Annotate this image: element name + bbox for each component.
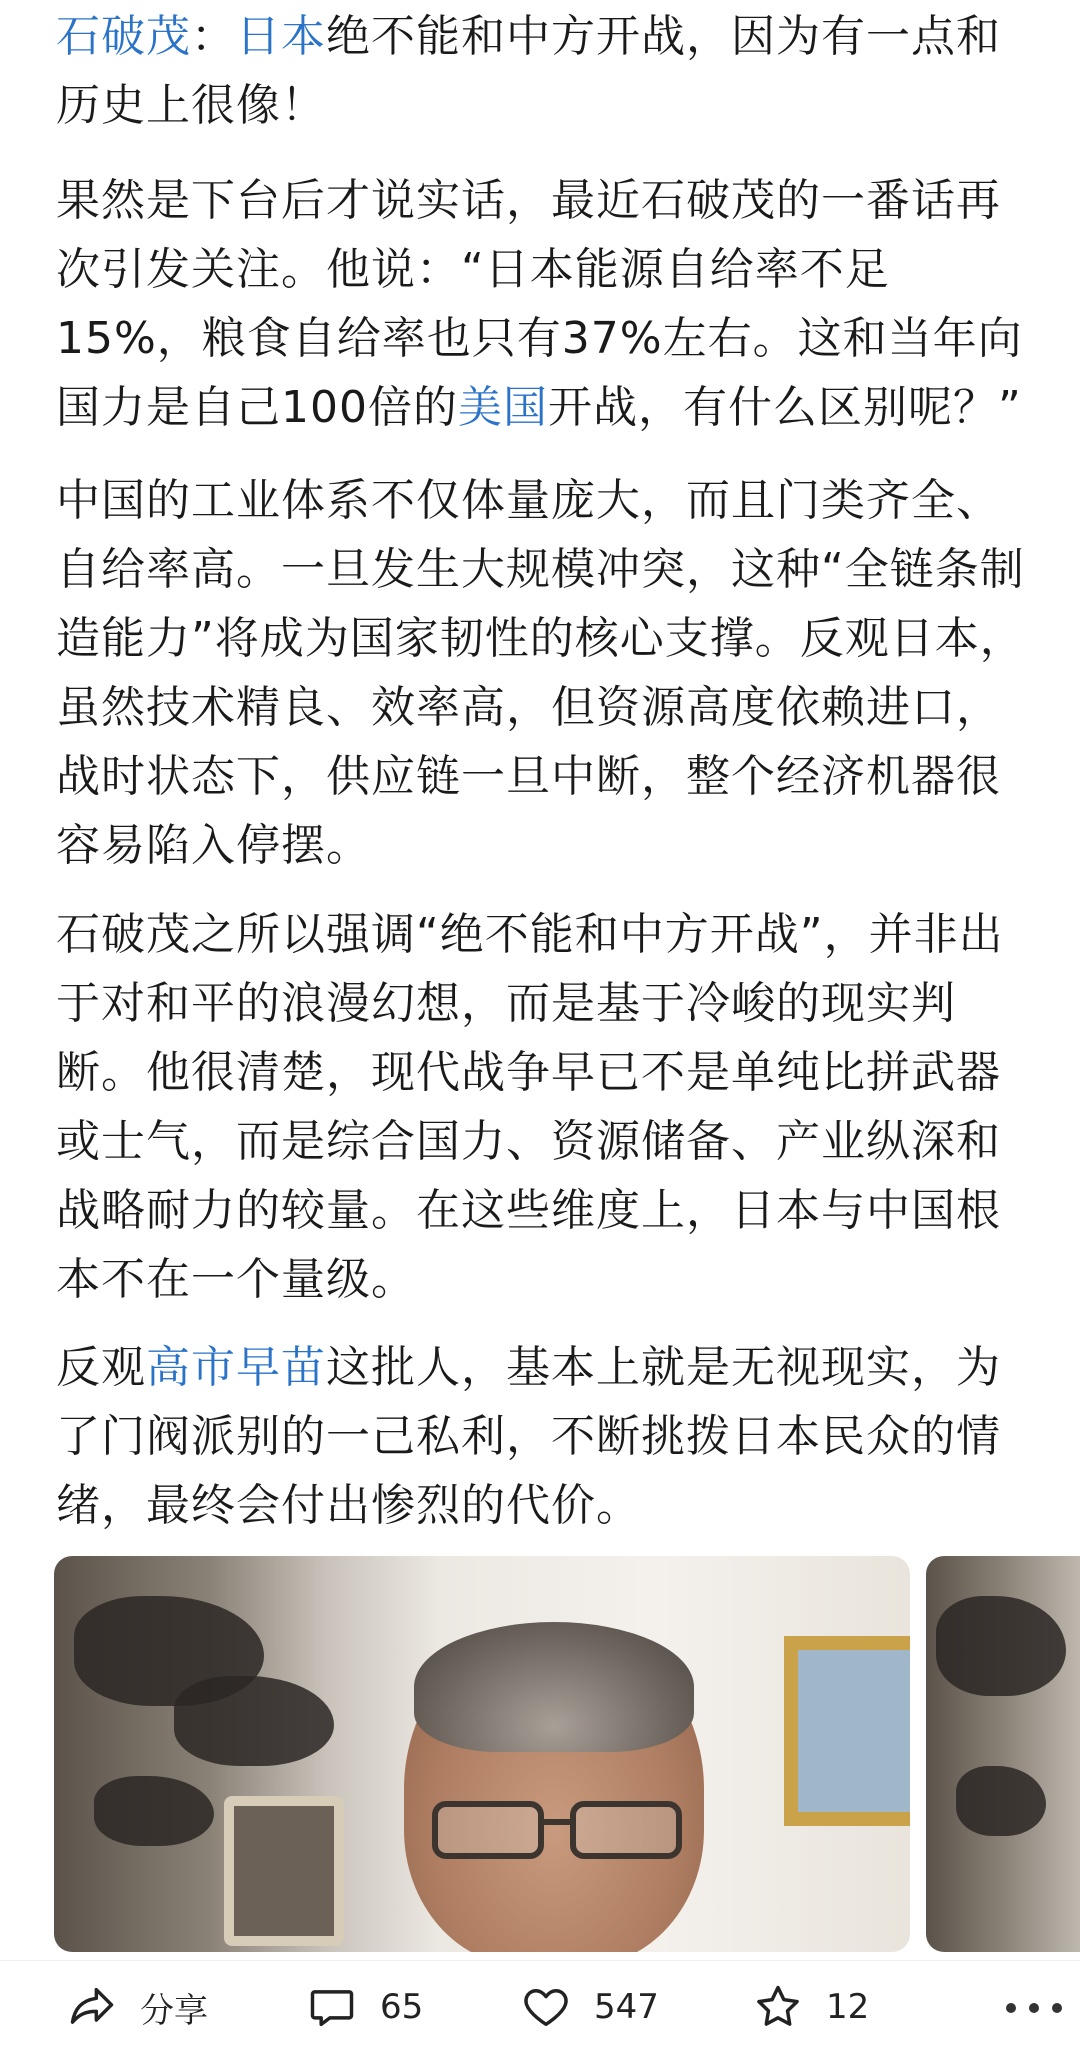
gallery-image-next[interactable]: [926, 1556, 1080, 1952]
text-segment: 石破茂之所以强调“绝不能和中方开战”，并非出于对和平的浪漫幻想，而是基于冷峻的现实判断。他很清楚，现代战争早已不是单纯比拼武器或士气，而是综合国力、资源储备、产业纵深和战略耐力的较量。在这些维度上，日本与中国根本不在一个量级。: [56, 909, 1004, 1305]
comment-icon: [306, 1981, 358, 2033]
link-sanae-takaichi[interactable]: 高市早苗: [146, 1342, 326, 1393]
paragraph-1: [56, 2, 1026, 140]
text-segment: 果然是下台后才说实话，最近石破茂的一番话再次引发关注。他说：“日本能源自给率不足15%，粮食自给率也只有37%左右。这和当年向国力是自己100倍的: [56, 175, 1023, 433]
text-segment: ：: [191, 11, 236, 62]
comment-count: 65: [380, 1987, 424, 2027]
share-button[interactable]: [66, 1979, 208, 2035]
link-usa[interactable]: 美国: [457, 382, 548, 433]
share-icon: [66, 1981, 118, 2033]
paragraph-4: [56, 900, 1026, 1314]
favorite-button[interactable]: [752, 1979, 869, 2035]
text-segment: 这批人，基本上就是无视现实，为了门阀派别的一己私利，不断挑拨日本民众的情绪，最终会付出惨烈的代价。: [56, 1342, 1001, 1531]
link-shigeru-ishiba[interactable]: 石破茂: [56, 11, 191, 62]
like-count: 547: [594, 1987, 659, 2027]
favorite-count: 12: [826, 1987, 870, 2027]
text-segment: 反观: [56, 1342, 146, 1393]
paragraph-2: [56, 166, 1026, 442]
share-label: 分享: [140, 1990, 208, 2031]
action-bar: [0, 1960, 1080, 2054]
link-japan[interactable]: 日本: [236, 11, 326, 62]
paragraph-3: [56, 466, 1026, 880]
gallery-image-main[interactable]: [54, 1556, 910, 1952]
image-gallery[interactable]: [54, 1556, 1080, 1952]
person-hair: [414, 1622, 694, 1752]
text-segment: 中国的工业体系不仅体量庞大，而且门类齐全、自给率高。一旦发生大规模冲突，这种“全链条制造能力”将成为国家韧性的核心支撑。反观日本，虽然技术精良、效率高，但资源高度依赖进口，战时状态下，供应链一旦中断，整个经济机器很容易陷入停摆。: [56, 475, 1025, 871]
like-icon: [520, 1981, 572, 2033]
picture-frame-shape: [784, 1636, 910, 1826]
text-segment: 开战，有什么区别呢？”: [547, 382, 1022, 433]
monitor-shape: [224, 1796, 344, 1946]
more-icon[interactable]: [1006, 2003, 1062, 2013]
glasses-icon: [432, 1801, 682, 1861]
like-button[interactable]: [520, 1979, 659, 2035]
favorite-icon: [752, 1981, 804, 2033]
comment-button[interactable]: [306, 1979, 423, 2035]
paragraph-5: [56, 1333, 1026, 1540]
text-segment: 绝不能和中方开战，因为有一点和历史上很像！: [56, 11, 1001, 131]
